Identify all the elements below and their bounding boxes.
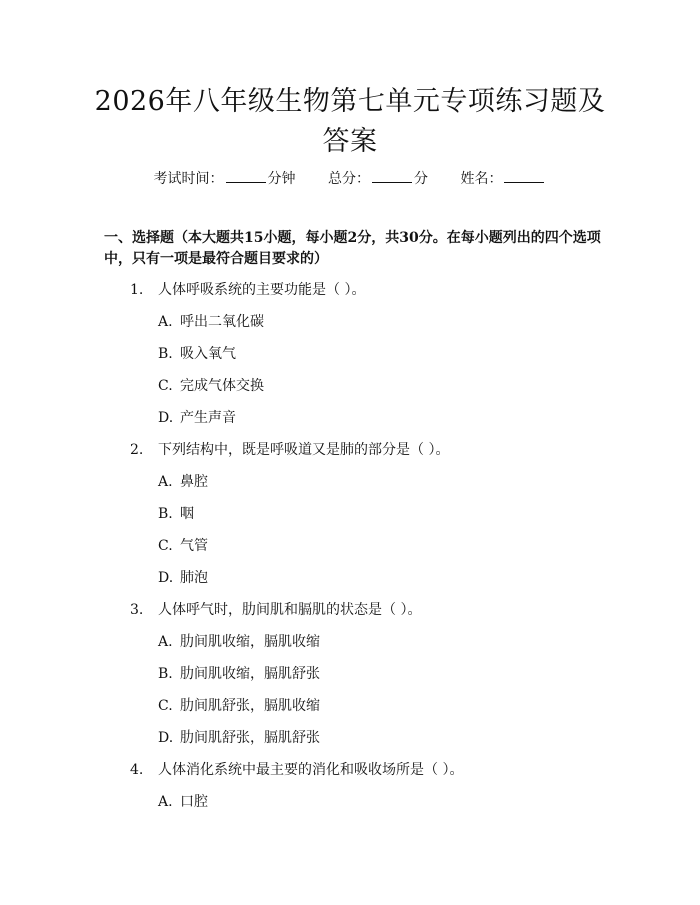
question-number: 1.	[130, 282, 144, 298]
option-letter: C.	[158, 698, 173, 714]
question-4	[0, 760, 700, 792]
option-letter: B.	[158, 506, 173, 522]
option-text: 呼出二氧化碳	[180, 314, 264, 330]
option-3-d	[0, 728, 700, 760]
option-1-a	[0, 312, 700, 344]
option-letter: A.	[158, 634, 173, 650]
total-score-field	[328, 168, 428, 189]
option-text: 气管	[180, 538, 208, 554]
question-3	[0, 600, 700, 632]
question-text: 下列结构中，既是呼吸道又是肺的部分是（ ）。	[158, 442, 450, 458]
question-1	[0, 280, 700, 312]
option-text: 肋间肌收缩，膈肌舒张	[180, 666, 320, 682]
question-2	[0, 440, 700, 472]
question-list	[0, 280, 700, 824]
total-score-unit: 分	[414, 171, 428, 187]
exam-time-blank	[226, 168, 266, 183]
option-text: 完成气体交换	[180, 378, 264, 394]
exam-time-field	[154, 168, 296, 189]
document-title: 2026年八年级生物第七单元专项练习题及答案	[94, 86, 606, 157]
option-letter: C.	[158, 538, 173, 554]
question-number: 4.	[130, 762, 144, 778]
option-letter: A.	[158, 794, 173, 810]
option-letter: D.	[158, 410, 174, 426]
option-1-b	[0, 344, 700, 376]
option-letter: A.	[158, 474, 173, 490]
option-2-d	[0, 568, 700, 600]
option-text: 咽	[180, 506, 194, 522]
option-letter: A.	[158, 314, 173, 330]
option-3-a	[0, 632, 700, 664]
option-1-c	[0, 376, 700, 408]
student-name-field	[460, 168, 546, 189]
total-score-label: 总分：	[328, 171, 370, 187]
exam-time-label: 考试时间：	[153, 171, 224, 187]
section-heading: 一、选择题（本大题共15小题，每小题2分，共30分。在每小题列出的四个选项中，只有一项是最符合题目要求的）	[104, 230, 601, 267]
exam-time-unit: 分钟	[267, 171, 296, 187]
exam-meta	[0, 168, 700, 189]
option-text: 鼻腔	[180, 474, 208, 490]
option-text: 肋间肌舒张，膈肌收缩	[180, 698, 320, 714]
student-name-label: 姓名：	[460, 171, 503, 187]
option-2-b	[0, 504, 700, 536]
option-2-c	[0, 536, 700, 568]
question-text: 人体消化系统中最主要的消化和吸收场所是（ ）。	[158, 762, 464, 778]
option-letter: D.	[158, 570, 174, 586]
option-3-c	[0, 696, 700, 728]
option-letter: C.	[158, 378, 173, 394]
question-number: 3.	[130, 602, 144, 618]
option-letter: B.	[158, 346, 173, 362]
option-letter: B.	[158, 666, 173, 682]
option-letter: D.	[158, 730, 174, 746]
option-3-b	[0, 664, 700, 696]
student-name-blank	[504, 168, 544, 183]
option-text: 肋间肌收缩，膈肌收缩	[180, 634, 320, 650]
option-text: 口腔	[180, 794, 208, 810]
option-1-d	[0, 408, 700, 440]
option-2-a	[0, 472, 700, 504]
question-number: 2.	[130, 442, 144, 458]
question-text: 人体呼气时，肋间肌和膈肌的状态是（ ）。	[158, 602, 422, 618]
option-text: 肺泡	[180, 570, 208, 586]
total-score-blank	[372, 168, 412, 183]
option-text: 产生声音	[180, 410, 236, 426]
question-text: 人体呼吸系统的主要功能是（ ）。	[158, 282, 366, 298]
option-text: 肋间肌舒张，膈肌舒张	[180, 730, 320, 746]
option-text: 吸入氧气	[180, 346, 236, 362]
option-4-a	[0, 792, 700, 824]
